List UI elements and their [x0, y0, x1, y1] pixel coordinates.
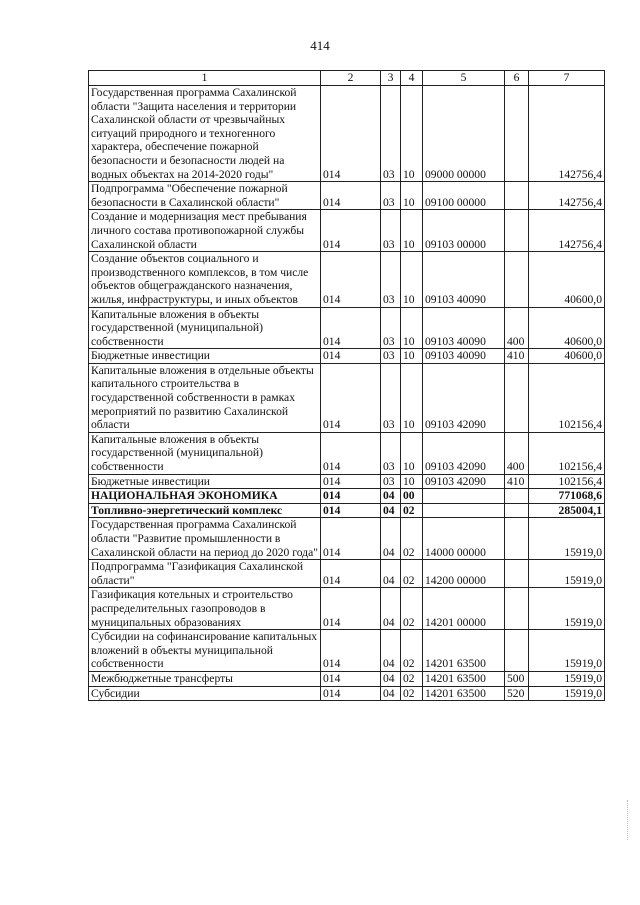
subsection-cell: 10	[401, 349, 423, 364]
target-article-cell: 09103 42090	[423, 432, 505, 474]
section-cell: 03	[381, 86, 401, 182]
expense-type-cell	[505, 518, 529, 560]
target-article-cell: 14201 63500	[423, 630, 505, 672]
row-name-cell: НАЦИОНАЛЬНАЯ ЭКОНОМИКА	[89, 489, 321, 504]
ministry-code-cell: 014	[321, 588, 381, 630]
table-body	[89, 86, 605, 701]
row-name-cell: Бюджетные инвестиции	[89, 474, 321, 489]
table-row	[89, 588, 605, 630]
table-row	[89, 489, 605, 504]
expense-type-cell	[505, 560, 529, 588]
ministry-code-cell: 014	[321, 349, 381, 364]
amount-cell: 102156,4	[529, 363, 605, 432]
expense-type-cell: 520	[505, 686, 529, 701]
subsection-cell: 02	[401, 630, 423, 672]
section-cell: 03	[381, 210, 401, 252]
amount-cell: 15919,0	[529, 686, 605, 701]
amount-cell: 285004,1	[529, 503, 605, 518]
target-article-cell: 14201 63500	[423, 671, 505, 686]
subsection-cell: 10	[401, 432, 423, 474]
amount-cell: 142756,4	[529, 210, 605, 252]
ministry-code-cell: 014	[321, 560, 381, 588]
target-article-cell: 09103 40090	[423, 252, 505, 307]
section-cell: 04	[381, 560, 401, 588]
row-name-cell: Государственная программа Сахалинской области "Развитие промышленности в Сахалинской области на период до 2020 года"	[89, 518, 321, 560]
target-article-cell	[423, 489, 505, 504]
expense-type-cell	[505, 86, 529, 182]
table-row	[89, 182, 605, 210]
amount-cell: 142756,4	[529, 86, 605, 182]
table-row	[89, 630, 605, 672]
target-article-cell: 14200 00000	[423, 560, 505, 588]
expense-type-cell	[505, 588, 529, 630]
table-row	[89, 252, 605, 307]
section-cell: 03	[381, 349, 401, 364]
ministry-code-cell: 014	[321, 307, 381, 349]
row-name-cell: Государственная программа Сахалинской области "Защита населения и территории Сахалинской области от чрезвычайных ситуаций природного и техногенного характера, обеспечение пожарной безопасности и безопасности людей на водных объектах на 2014-2020 годы"	[89, 86, 321, 182]
table-row	[89, 518, 605, 560]
table-row	[89, 560, 605, 588]
expense-type-cell: 500	[505, 671, 529, 686]
row-name-cell: Газификация котельных и строительство распределительных газопроводов в муниципальных образованиях	[89, 588, 321, 630]
column-header: 4	[401, 71, 423, 86]
table-row	[89, 474, 605, 489]
row-name-cell: Подпрограмма "Обеспечение пожарной безопасности в Сахалинской области"	[89, 182, 321, 210]
target-article-cell: 09103 42090	[423, 474, 505, 489]
subsection-cell: 10	[401, 210, 423, 252]
subsection-cell: 02	[401, 560, 423, 588]
subsection-cell: 10	[401, 307, 423, 349]
column-header: 7	[529, 71, 605, 86]
row-name-cell: Топливно-энергетический комплекс	[89, 503, 321, 518]
subsection-cell: 10	[401, 86, 423, 182]
expense-type-cell	[505, 252, 529, 307]
ministry-code-cell: 014	[321, 503, 381, 518]
expense-type-cell	[505, 503, 529, 518]
section-cell: 03	[381, 432, 401, 474]
ministry-code-cell: 014	[321, 182, 381, 210]
row-name-cell: Межбюджетные трансферты	[89, 671, 321, 686]
expense-type-cell	[505, 182, 529, 210]
row-name-cell: Капитальные вложения в объекты государственной (муниципальной) собственности	[89, 307, 321, 349]
section-cell: 04	[381, 686, 401, 701]
amount-cell: 15919,0	[529, 560, 605, 588]
ministry-code-cell: 014	[321, 252, 381, 307]
subsection-cell: 02	[401, 671, 423, 686]
ministry-code-cell: 014	[321, 489, 381, 504]
page-number: 414	[310, 38, 330, 53]
amount-cell: 15919,0	[529, 630, 605, 672]
column-header: 3	[381, 71, 401, 86]
column-header: 2	[321, 71, 381, 86]
expense-type-cell	[505, 489, 529, 504]
amount-cell: 142756,4	[529, 182, 605, 210]
expense-type-cell: 400	[505, 307, 529, 349]
row-name-cell: Субсидии на софинансирование капитальных вложений в объекты муниципальной собственности	[89, 630, 321, 672]
table-row	[89, 307, 605, 349]
amount-cell: 15919,0	[529, 588, 605, 630]
table-row	[89, 86, 605, 182]
table-header-row	[89, 71, 605, 86]
row-name-cell: Создание объектов социального и производственного комплексов, в том числе объектов общегражданского назначения, жилья, инфраструктуры, и иных объектов	[89, 252, 321, 307]
section-cell: 03	[381, 363, 401, 432]
ministry-code-cell: 014	[321, 671, 381, 686]
section-cell: 03	[381, 182, 401, 210]
table-row	[89, 671, 605, 686]
amount-cell: 102156,4	[529, 474, 605, 489]
row-name-cell: Подпрограмма "Газификация Сахалинской области"	[89, 560, 321, 588]
row-name-cell: Капитальные вложения в объекты государственной (муниципальной) собственности	[89, 432, 321, 474]
subsection-cell: 00	[401, 489, 423, 504]
expense-type-cell: 410	[505, 474, 529, 489]
expense-type-cell	[505, 210, 529, 252]
amount-cell: 771068,6	[529, 489, 605, 504]
row-name-cell: Создание и модернизация мест пребывания личного состава противопожарной службы Сахалинской области	[89, 210, 321, 252]
subsection-cell: 02	[401, 518, 423, 560]
subsection-cell: 02	[401, 588, 423, 630]
subsection-cell: 02	[401, 686, 423, 701]
section-cell: 04	[381, 518, 401, 560]
ministry-code-cell: 014	[321, 518, 381, 560]
subsection-cell: 10	[401, 182, 423, 210]
expense-type-cell: 400	[505, 432, 529, 474]
ministry-code-cell: 014	[321, 630, 381, 672]
target-article-cell: 14201 63500	[423, 686, 505, 701]
target-article-cell	[423, 503, 505, 518]
subsection-cell: 02	[401, 503, 423, 518]
budget-table	[88, 70, 605, 701]
ministry-code-cell: 014	[321, 363, 381, 432]
amount-cell: 102156,4	[529, 432, 605, 474]
target-article-cell: 14000 00000	[423, 518, 505, 560]
amount-cell: 40600,0	[529, 252, 605, 307]
column-header: 1	[89, 71, 321, 86]
amount-cell: 40600,0	[529, 307, 605, 349]
section-cell: 04	[381, 588, 401, 630]
amount-cell: 15919,0	[529, 671, 605, 686]
column-header: 6	[505, 71, 529, 86]
section-cell: 03	[381, 307, 401, 349]
row-name-cell: Субсидии	[89, 686, 321, 701]
row-name-cell: Капитальные вложения в отдельные объекты капитального строительства в государственной собственности в рамках мероприятий по развитию Сахалинской области	[89, 363, 321, 432]
table-row	[89, 210, 605, 252]
target-article-cell: 09103 42090	[423, 363, 505, 432]
scan-artifact	[627, 800, 632, 840]
target-article-cell: 09103 00000	[423, 210, 505, 252]
ministry-code-cell: 014	[321, 86, 381, 182]
ministry-code-cell: 014	[321, 686, 381, 701]
expense-type-cell	[505, 630, 529, 672]
row-name-cell: Бюджетные инвестиции	[89, 349, 321, 364]
table-row	[89, 363, 605, 432]
column-header: 5	[423, 71, 505, 86]
ministry-code-cell: 014	[321, 432, 381, 474]
table-row	[89, 503, 605, 518]
ministry-code-cell: 014	[321, 474, 381, 489]
section-cell: 04	[381, 630, 401, 672]
section-cell: 04	[381, 489, 401, 504]
table-row	[89, 686, 605, 701]
expense-type-cell: 410	[505, 349, 529, 364]
subsection-cell: 10	[401, 474, 423, 489]
subsection-cell: 10	[401, 363, 423, 432]
section-cell: 03	[381, 474, 401, 489]
target-article-cell: 09100 00000	[423, 182, 505, 210]
table-row	[89, 432, 605, 474]
amount-cell: 15919,0	[529, 518, 605, 560]
table-row	[89, 349, 605, 364]
ministry-code-cell: 014	[321, 210, 381, 252]
section-cell: 04	[381, 503, 401, 518]
target-article-cell: 09000 00000	[423, 86, 505, 182]
target-article-cell: 14201 00000	[423, 588, 505, 630]
expense-type-cell	[505, 363, 529, 432]
subsection-cell: 10	[401, 252, 423, 307]
amount-cell: 40600,0	[529, 349, 605, 364]
section-cell: 04	[381, 671, 401, 686]
target-article-cell: 09103 40090	[423, 349, 505, 364]
section-cell: 03	[381, 252, 401, 307]
target-article-cell: 09103 40090	[423, 307, 505, 349]
